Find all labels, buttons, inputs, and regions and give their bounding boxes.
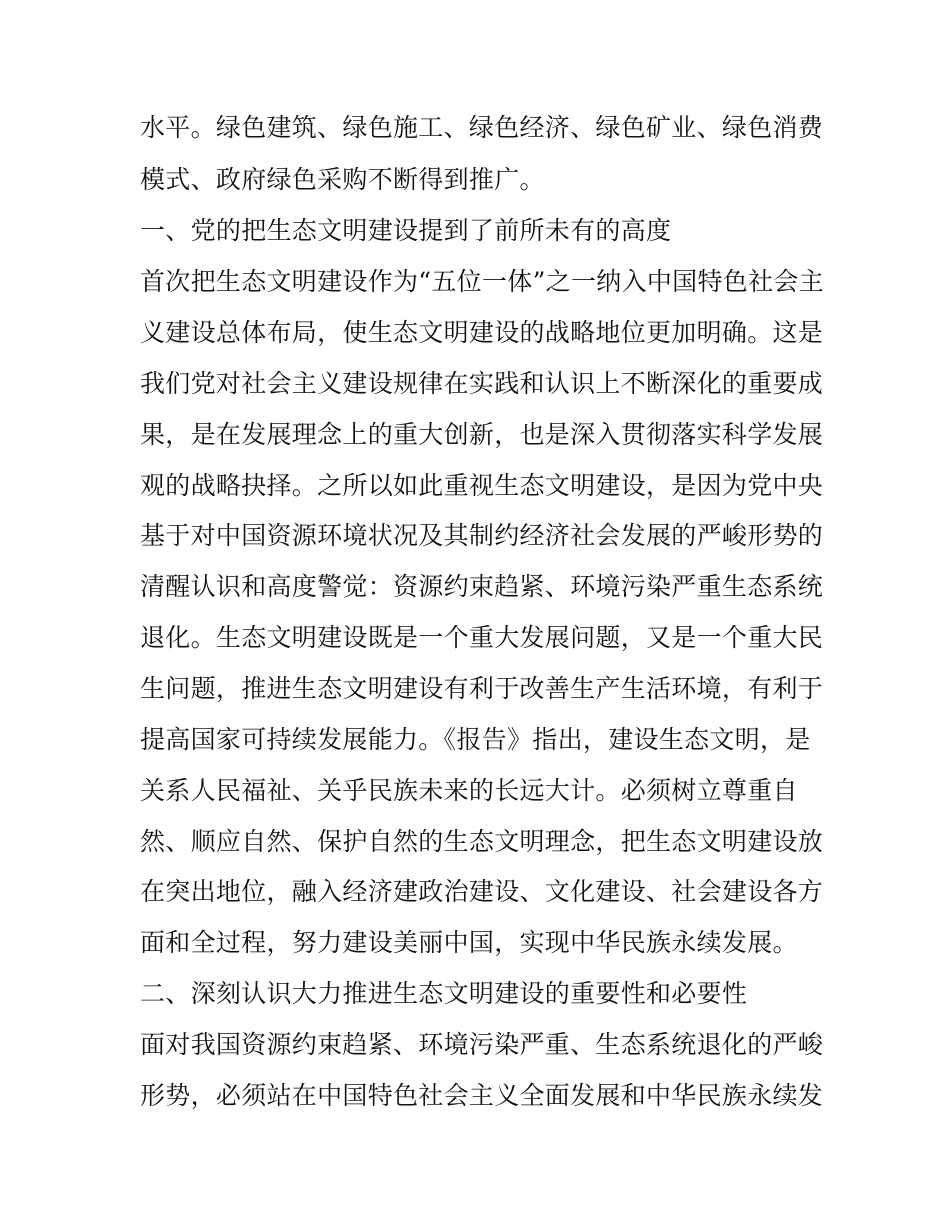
text-line: 清醒认识和高度警觉：资源约束趋紧、环境污染严重生态系统 [140,572,824,601]
text-line: 果，是在发展理念上的重大创新，也是深入贯彻落实科学发展 [140,420,824,449]
text-line: 首次把生态文明建设作为“五位一体”之一纳入中国特色社会主 [140,267,824,296]
text-line: 我们党对社会主义建设规律在实践和认识上不断深化的重要成 [140,369,824,398]
text-line: 水平。绿色建筑、绿色施工、绿色经济、绿色矿业、绿色消费 [140,113,824,142]
text-line: 生问题，推进生态文明建设有利于改善生产生活环境，有利于 [140,674,824,703]
text-line: 义建设总体布局，使生态文明建设的战略地位更加明确。这是 [140,318,824,347]
section-heading-1: 一、党的把生态文明建设提到了前所未有的高度 [140,216,672,245]
text-line: 关系人民福祉、关乎民族未来的长远大计。必须树立尊重自 [140,776,798,805]
text-line: 在突出地位，融入经济建政治建设、文化建设、社会建设各方 [140,877,824,906]
text-line: 面和全过程，努力建设美丽中国，实现中华民族永续发展。 [140,928,798,957]
text-line: 模式、政府绿色采购不断得到推广。 [140,165,545,194]
text-line: 基于对中国资源环境状况及其制约经济社会发展的严峻形势的 [140,521,824,550]
text-line: 提高国家可持续发展能力。《报告》指出，建设生态文明，是 [140,725,811,754]
text-line: 观的战略抉择。之所以如此重视生态文明建设，是因为党中央 [140,471,824,500]
section-heading-2: 二、深刻认识大力推进生态文明建设的重要性和必要性 [140,979,748,1008]
text-line: 面对我国资源约束趋紧、环境污染严重、生态系统退化的严峻 [140,1030,824,1059]
text-line: 退化。生态文明建设既是一个重大发展问题，又是一个重大民 [140,623,824,652]
text-line: 然、顺应自然、保护自然的生态文明理念，把生态文明建设放 [140,827,824,856]
text-line: 形势，必须站在中国特色社会主义全面发展和中华民族永续发 [140,1081,824,1110]
